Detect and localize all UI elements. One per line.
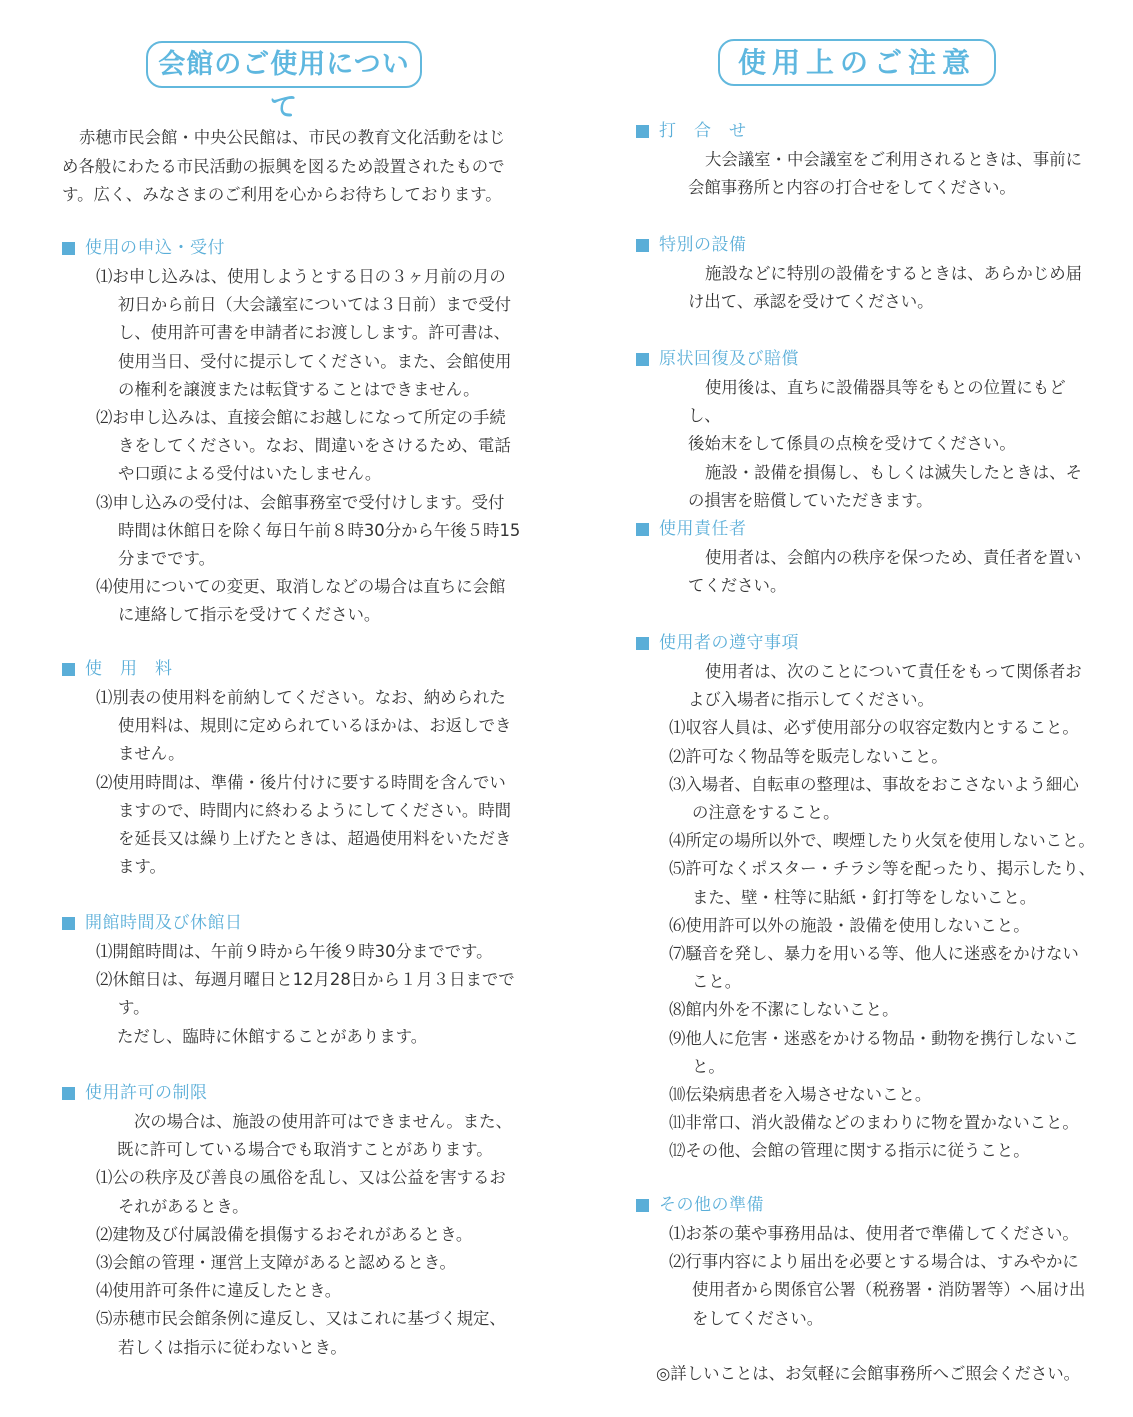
section-hours	[62, 908, 522, 1051]
list-item: ⑷所定の場所以外で、喫煙したり火気を使用しないこと。	[669, 831, 1095, 851]
section-heading-text: 使用の申込・受付	[85, 238, 225, 258]
square-bullet-icon	[62, 663, 75, 676]
note-text: ただし、臨時に休館することがあります。	[117, 1026, 428, 1046]
list-item: ⑷使用についての変更、取消しなどの場合は直ちに会館 に連絡して指示を受けてください。	[96, 577, 506, 625]
intro-line: 赤穂市民会館・中央公民館は、市民の教育文化活動をはじ	[79, 128, 506, 147]
section-heading	[636, 116, 1096, 146]
list-item: ⑼他人に危害・迷惑をかける物品・動物を携行しないこ と。	[669, 1028, 1079, 1076]
section-heading	[636, 1190, 1096, 1220]
section-responsible-person	[636, 514, 1096, 600]
square-bullet-icon	[636, 523, 649, 536]
section-heading	[636, 344, 1096, 374]
right-title: 使用上のご注意	[737, 46, 976, 79]
list-item: ⑿その他、会館の管理に関する指示に従うこと。	[669, 1141, 1030, 1161]
square-bullet-icon	[62, 1087, 75, 1100]
list-item: ⑸許可なくポスター・チラシ等を配ったり、掲示したり、 また、壁・柱等に貼紙・釘打等をしないこと。	[669, 859, 1096, 907]
square-bullet-icon	[636, 353, 649, 366]
list-item: ⑴お茶の葉や事務用品は、使用者で準備してください。	[669, 1224, 1079, 1243]
list-item: ⑽伝染病患者を入場させないこと。	[669, 1085, 932, 1105]
list-item: ⑴公の秩序及び善良の風俗を乱し、又は公益を害するお それがあるとき。	[96, 1168, 506, 1216]
section-other-preparation	[636, 1190, 1096, 1333]
list-item: ⑶申し込みの受付は、会館事務室で受付けします。受付 時間は休館日を除く毎日午前８時30分から午後５時15 分までです。	[96, 492, 521, 569]
list-item: ⑵許可なく物品等を販売しないこと。	[669, 746, 948, 766]
square-bullet-icon	[636, 125, 649, 138]
section-heading	[62, 654, 522, 684]
list-item: ⑻館内外を不潔にしないこと。	[669, 1000, 899, 1020]
list-item: ⑴収容人員は、必ず使用部分の収容定数内とすること。	[669, 718, 1079, 738]
section-meeting	[636, 116, 1096, 202]
section-paragraph: 使用者は、次のことについて責任をもって関係者お よび入場者に指示してください。	[688, 662, 1082, 710]
square-bullet-icon	[62, 242, 75, 255]
list-item: ⑷使用許可条件に違反したとき。	[96, 1281, 342, 1301]
section-heading-text: 使用者の遵守事項	[659, 633, 799, 653]
square-bullet-icon	[636, 239, 649, 252]
list-item: ⑵使用時間は、準備・後片付けに要する時間を含んでい ますので、時間内に終わるようにしてください。時間 を延長又は繰り上げたときは、超過使用料をいただき ます。	[96, 772, 512, 877]
list-item: ⑴開館時間は、午前９時から午後９時30分までです。	[96, 942, 493, 961]
section-heading-text: 使用責任者	[659, 519, 747, 539]
section-paragraph: 施設・設備を損傷し、もしくは滅失したときは、そ の損害を賠償していただきます。	[688, 462, 1082, 510]
list-item: ⑶入場者、自転車の整理は、事故をおこさないよう細心 の注意をすること。	[669, 774, 1079, 823]
section-paragraph: 使用者は、会館内の秩序を保つため、責任者を置い てください。	[688, 548, 1082, 596]
section-application	[62, 233, 522, 630]
section-heading	[62, 233, 522, 263]
section-heading	[636, 628, 1096, 658]
section-heading-text: 原状回復及び賠償	[659, 349, 799, 369]
section-paragraph: 使用後は、直ちに設備器具等をもとの位置にもどし、 後始末をして係員の点検を受けてください。	[688, 378, 1066, 454]
list-item: ⑵お申し込みは、直接会館にお越しになって所定の手続 きをしてください。なお、間違いをさけるため、電話 や口頭による受付はいたしません。	[96, 408, 511, 484]
section-paragraph: 施設などに特別の設備をするときは、あらかじめ届 け出て、承認を受けてください。	[688, 264, 1082, 312]
left-title-box	[146, 41, 422, 123]
list-item: ⑴別表の使用料を前納してください。なお、納められた 使用料は、規則に定められているほかは、お返しでき ません。	[96, 688, 512, 764]
section-fees	[62, 654, 522, 881]
section-heading	[62, 908, 522, 938]
list-item: ⑹使用許可以外の施設・設備を使用しないこと。	[669, 915, 1030, 935]
footer-note: ◎詳しいことは、お気軽に会館事務所へご照会ください。	[656, 1364, 1081, 1383]
intro-paragraph	[62, 124, 512, 210]
section-heading	[636, 514, 1096, 544]
section-restoration	[636, 344, 1096, 515]
list-item: ⑵休館日は、毎週月曜日と12月28日から１月３日までで す。	[96, 970, 515, 1018]
section-heading-text: 使 用 料	[85, 659, 173, 679]
list-item: ⑵行事内容により届出を必要とする場合は、すみやかに 使用者から関係官公署（税務署・消防署等）へ届け出 をしてください。	[669, 1252, 1086, 1328]
section-heading	[636, 230, 1096, 260]
left-title: 会館のご使用について	[158, 49, 410, 123]
square-bullet-icon	[636, 637, 649, 650]
intro-line: す。広く、みなさまのご利用を心からお待ちしております。	[62, 185, 502, 205]
section-paragraph: 次の場合は、施設の使用許可はできません。また、 既に許可している場合でも取消すことがあります。	[117, 1112, 512, 1160]
list-item: ⑸赤穂市民会館条例に違反し、又はこれに基づく規定、 若しくは指示に従わないとき。	[96, 1309, 506, 1357]
section-heading-text: その他の準備	[659, 1195, 764, 1215]
section-user-rules	[636, 628, 1096, 1166]
list-item: ⑶会館の管理・運営上支障があると認めるとき。	[96, 1253, 456, 1273]
intro-line: め各般にわたる市民活動の振興を図るため設置されたもので	[62, 156, 505, 176]
square-bullet-icon	[62, 917, 75, 930]
section-special-equipment	[636, 230, 1096, 316]
list-item: ⑺騒音を発し、暴力を用いる等、他人に迷惑をかけない こと。	[669, 944, 1079, 992]
square-bullet-icon	[636, 1199, 649, 1212]
section-heading-text: 開館時間及び休館日	[85, 913, 243, 933]
section-restrictions	[62, 1078, 522, 1362]
list-item: ⑾非常口、消火設備などのまわりに物を置かないこと。	[669, 1113, 1079, 1133]
list-item: ⑵建物及び付属設備を損傷するおそれがあるとき。	[96, 1224, 473, 1244]
list-item: ⑴お申し込みは、使用しようとする日の３ヶ月前の月の 初日から前日（大会議室については３日前）まで受付 し、使用許可書を申請者にお渡しします。許可書は、 使用当日、受付に提示してください。また、会館使用 の権利を譲渡または転貸することはできません。	[96, 267, 512, 399]
section-heading-text: 打 合 せ	[659, 121, 747, 141]
right-title-box	[718, 39, 996, 86]
section-paragraph: 大会議室・中会議室をご利用されるときは、事前に 会館事務所と内容の打合せをしてください。	[688, 150, 1082, 198]
section-heading	[62, 1078, 522, 1108]
section-heading-text: 特別の設備	[659, 235, 747, 255]
section-heading-text: 使用許可の制限	[85, 1083, 208, 1103]
